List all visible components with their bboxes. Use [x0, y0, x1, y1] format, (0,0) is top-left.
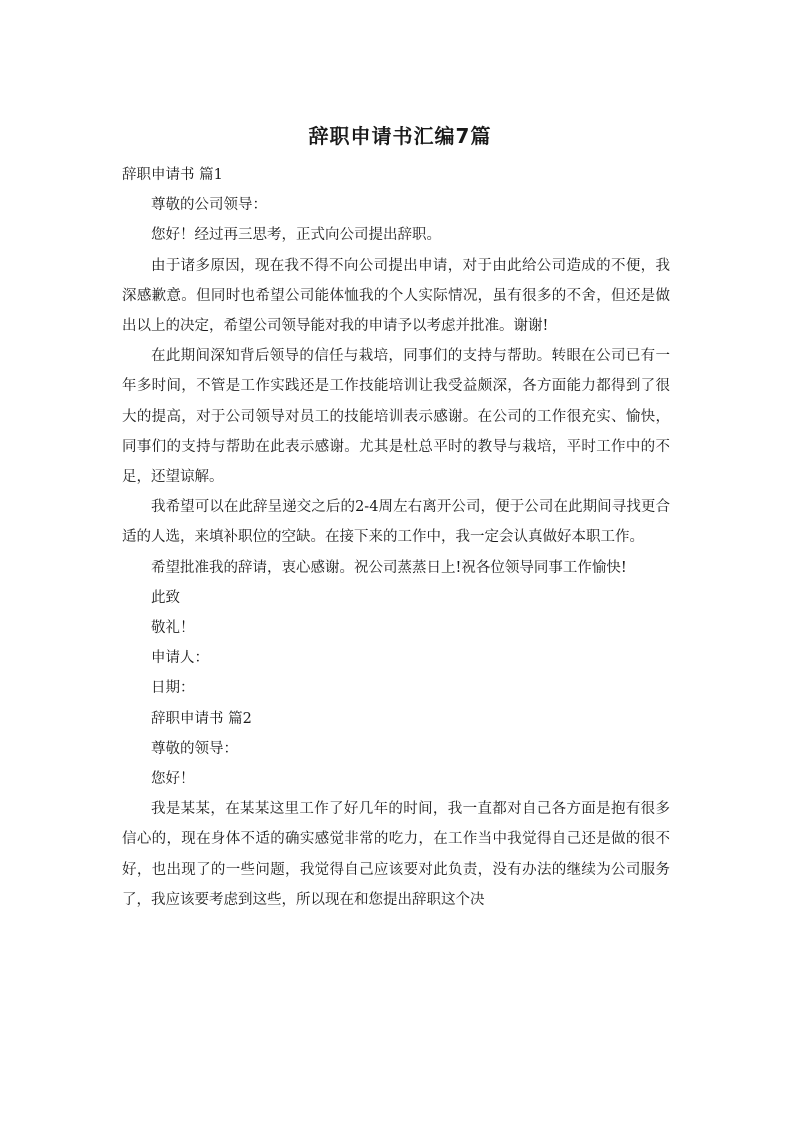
- document-title: 辞职申请书汇编7篇: [308, 124, 492, 148]
- closing-salute: 敬礼！: [151, 620, 195, 637]
- paragraph: 希望批准我的辞请，衷心感谢。祝公司蒸蒸日上!祝各位领导同事工作愉快!: [151, 559, 627, 576]
- paragraph: 在此期间深知背后领导的信任与栽培，同事们的支持与帮助。转眼在公司已有一年多时间，不管是工作实践还是工作技能培训让我受益颇深，各方面能力都得到了很大的提高，对于公司领导对员工的技能培训表示感谢。在公司的工作很充实、愉快，同事们的支持与帮助在此表示感谢。尤其是杜总平时的教导与栽培，平时工作中的不足，还望谅解。: [122, 348, 670, 486]
- paragraph: 由于诸多原因，现在我不得不向公司提出申请，对于由此给公司造成的不便，我深感歉意。但同时也希望公司能体恤我的个人实际情况，虽有很多的不舍，但还是做出以上的决定，希望公司领导能对我的申请予以考虑并批准。谢谢!: [122, 257, 670, 335]
- greeting: 您好！经过再三思考，正式向公司提出辞职。: [151, 227, 441, 244]
- paragraph: 我希望可以在此辞呈递交之后的2-4周左右离开公司，便于公司在此期间寻找更合适的人选，来填补职位的空缺。在接下来的工作中，我一定会认真做好本职工作。: [122, 499, 670, 546]
- section-heading: 辞职申请书 篇2: [151, 710, 252, 727]
- salutation: 尊敬的公司领导：: [151, 197, 267, 214]
- paragraph: 我是某某，在某某这里工作了好几年的时间，我一直都对自己各方面是抱有很多信心的，现在身体不适的确实感觉非常的吃力，在工作当中我觉得自己还是做的很不好，也出现了的一些问题，我觉得自己应该要对此负责，没有办法的继续为公司服务了，我应该要考虑到这些，所以现在和您提出辞职这个决: [122, 801, 670, 908]
- document-body: [122, 160, 670, 915]
- salutation: 尊敬的领导：: [151, 740, 238, 757]
- closing-line: 此致: [151, 589, 180, 606]
- date-line: 日期：: [151, 680, 195, 697]
- applicant-line: 申请人：: [151, 650, 209, 667]
- greeting: 您好！: [151, 771, 195, 788]
- section-heading: 辞职申请书 篇1: [122, 167, 223, 183]
